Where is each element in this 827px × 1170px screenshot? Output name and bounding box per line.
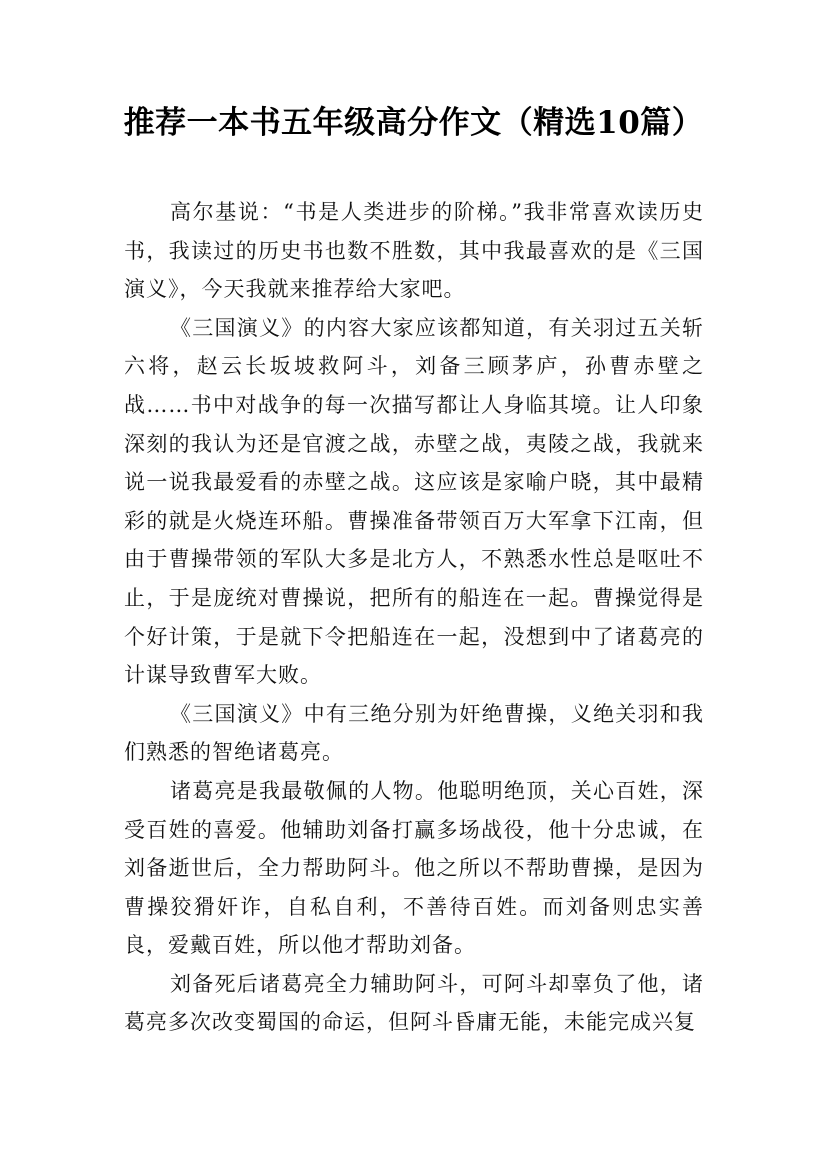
paragraph-1: 高尔基说：“书是人类进步的阶梯。”我非常喜欢读历史书，我读过的历史书也数不胜数，其中我最喜欢的是《三国演义》，今天我就来推荐给大家吧。 <box>124 200 704 302</box>
paragraph-4: 诸葛亮是我最敬佩的人物。他聪明绝顶，关心百姓，深受百姓的喜爱。他辅助刘备打赢多场战役，他十分忠诚，在刘备逝世后，全力帮助阿斗。他之所以不帮助曹操，是因为曹操狡猾奸诈，自私自利，不善待百姓。而刘备则忠实善良，爱戴百姓，所以他才帮助刘备。 <box>124 778 704 958</box>
document-body <box>124 193 704 1042</box>
paragraph-5: 刘备死后诸葛亮全力辅助阿斗，可阿斗却辜负了他，诸葛亮多次改变蜀国的命运，但阿斗昏庸无能，未能完成兴复 <box>124 971 704 1035</box>
paragraph-3: 《三国演义》中有三绝分别为奸绝曹操，义绝关羽和我们熟悉的智绝诸葛亮。 <box>124 701 704 765</box>
document-title: 推荐一本书五年级高分作文（精选10篇） <box>123 105 704 141</box>
paragraph-2: 《三国演义》的内容大家应该都知道，有关羽过五关斩六将，赵云长坂坡救阿斗，刘备三顾茅庐，孙曹赤壁之战……书中对战争的每一次描写都让人身临其境。让人印象深刻的我认为还是官渡之战，赤壁之战，夷陵之战，我就来说一说我最爱看的赤壁之战。这应该是家喻户晓，其中最精彩的就是火烧连环船。曹操准备带领百万大军拿下江南，但由于曹操带领的军队大多是北方人，不熟悉水性总是呕吐不止，于是庞统对曹操说，把所有的船连在一起。曹操觉得是个好计策，于是就下令把船连在一起，没想到中了诸葛亮的计谋导致曹军大败。 <box>124 315 704 688</box>
